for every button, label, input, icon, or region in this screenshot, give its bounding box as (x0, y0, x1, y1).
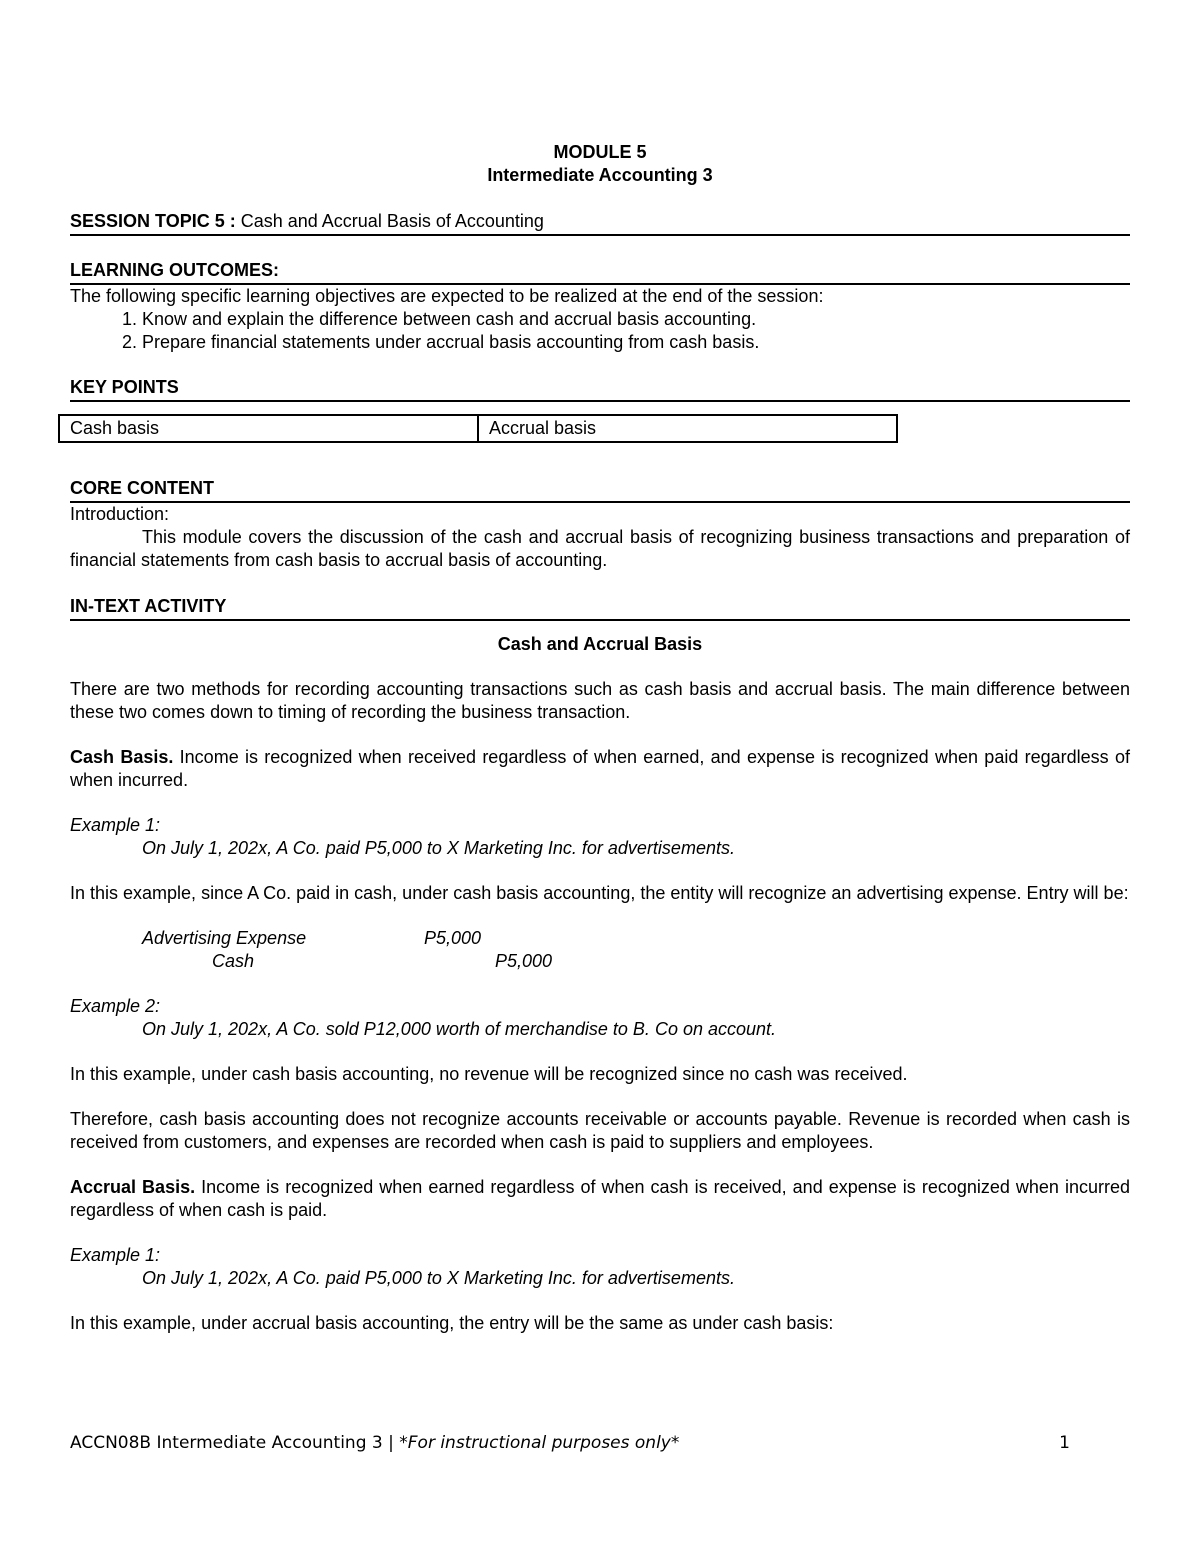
document-page (70, 141, 1130, 1335)
introduction-paragraph: This module covers the discussion of the cash and accrual basis of recognizing business transactions and preparation of financial statements from cash basis to accrual basis of accounting. (70, 527, 1130, 570)
credit-account: Cash (212, 951, 255, 971)
in-text-activity-heading: IN-TEXT ACTIVITY (70, 595, 1130, 621)
example-explanation: In this example, since A Co. paid in cash, under cash basis accounting, the entity will recognize an advertising expense. Entry will be: (70, 883, 1129, 903)
example-label: Example 2: (70, 996, 161, 1016)
example-text: On July 1, 202x, A Co. paid P5,000 to X Marketing Inc. for advertisements. (142, 838, 735, 858)
module-title: MODULE 5 (553, 142, 647, 162)
journal-entry-credit (70, 950, 1130, 973)
debit-amount: P5,000 (424, 928, 482, 948)
example-text: On July 1, 202x, A Co. sold P12,000 worth of merchandise to B. Co on account. (142, 1019, 777, 1039)
footer-course: ACCN08B Intermediate Accounting 3 | (70, 1433, 394, 1453)
learning-outcomes-list (70, 308, 1130, 354)
section-title: Cash and Accrual Basis (497, 634, 703, 654)
paragraph-methods: There are two methods for recording accounting transactions such as cash basis and accrual basis. The main difference between these two comes down to timing of recording the business transaction. (70, 679, 1130, 722)
page-number: 1 (1059, 1433, 1070, 1453)
session-topic-label: SESSION TOPIC 5 : (70, 211, 236, 231)
accrual-basis-definition: Accrual Basis. Income is recognized when earned regardless of when cash is received, and expense is recognized when incurred regardless of when cash is paid. (70, 1177, 1130, 1220)
list-item: 2. Prepare financial statements under accrual basis accounting from cash basis. (142, 331, 1130, 354)
list-item: 1. Know and explain the difference between cash and accrual basis accounting. (142, 308, 1130, 331)
table-cell: Accrual basis (478, 415, 897, 442)
cash-basis-label: Cash Basis. (70, 747, 174, 767)
key-points-heading: KEY POINTS (70, 376, 1130, 402)
credit-amount: P5,000 (495, 951, 553, 971)
example-text: On July 1, 202x, A Co. paid P5,000 to X Marketing Inc. for advertisements. (142, 1268, 735, 1288)
learning-outcomes-intro: The following specific learning objectives are expected to be realized at the end of the session: (70, 286, 824, 306)
table-row (59, 415, 897, 442)
footer-note: *For instructional purposes only* (399, 1433, 680, 1453)
introduction-label: Introduction: (70, 504, 170, 524)
key-points-table (58, 414, 898, 443)
core-content-heading: CORE CONTENT (70, 477, 1130, 503)
table-cell: Cash basis (59, 415, 478, 442)
example-explanation: In this example, under cash basis accounting, no revenue will be recognized since no cash was received. (70, 1064, 908, 1084)
course-title: Intermediate Accounting 3 (487, 165, 713, 185)
example-label: Example 1: (70, 1245, 161, 1265)
accrual-basis-label: Accrual Basis. (70, 1177, 196, 1197)
example-explanation: In this example, under accrual basis accounting, the entry will be the same as under cash basis: (70, 1313, 834, 1333)
session-topic-text: Cash and Accrual Basis of Accounting (240, 211, 544, 231)
learning-outcomes-heading: LEARNING OUTCOMES: (70, 259, 1130, 285)
paragraph-therefore: Therefore, cash basis accounting does not recognize accounts receivable or accounts payable. Revenue is recorded when cash is received from customers, and expenses are recorded when cash is paid to suppliers and employees. (70, 1109, 1130, 1152)
page-footer (70, 1432, 1070, 1455)
journal-entry-debit (70, 927, 1130, 950)
session-topic (70, 210, 1130, 236)
cash-basis-definition: Cash Basis. Income is recognized when received regardless of when earned, and expense is recognized when paid regardless of when incurred. (70, 747, 1130, 790)
debit-account: Advertising Expense (142, 928, 307, 948)
example-label: Example 1: (70, 815, 161, 835)
